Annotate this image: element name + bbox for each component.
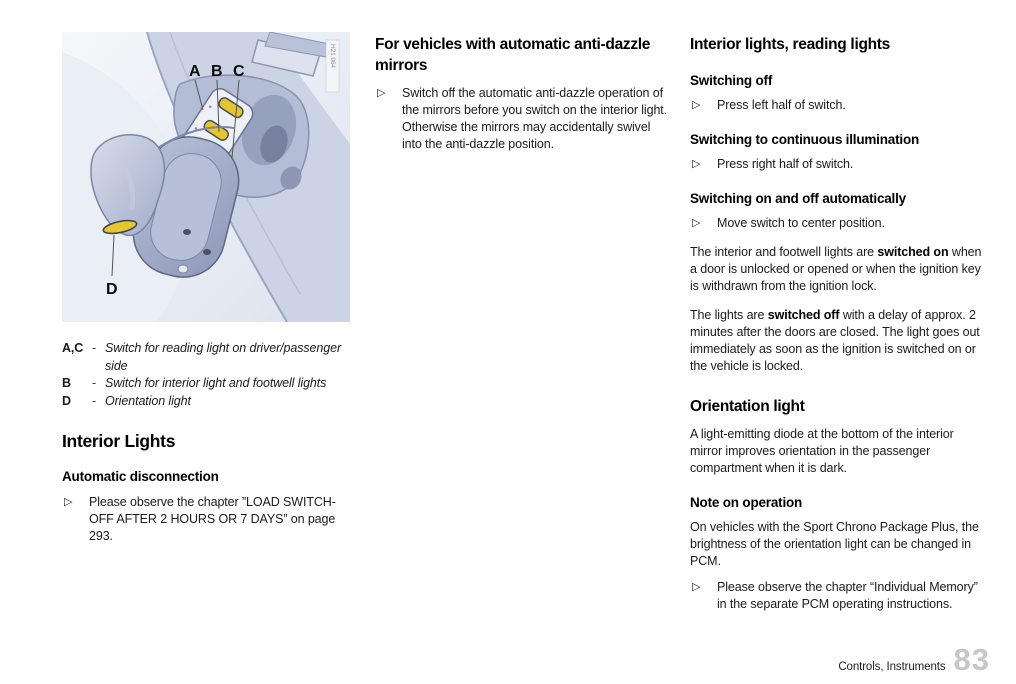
section-title-interior-lights: Interior Lights xyxy=(62,431,176,451)
triangle-bullet-icon: ▷ xyxy=(692,217,701,229)
instruction-text: Press left half of switch. xyxy=(717,98,846,112)
paragraph-switched-on xyxy=(690,244,986,295)
triangle-bullet-icon: ▷ xyxy=(692,99,701,111)
paragraph-text: The interior and footwell lights are xyxy=(690,245,878,259)
paragraph-bold-text: switched on xyxy=(877,245,949,259)
figure-code-text: H21 064 xyxy=(329,44,336,68)
instruction-text: Switch off the automatic anti-dazzle operation of the mirrors before you switch on the interior light. Otherwise the mirrors may accidentally swivel into the anti-dazzle position. xyxy=(402,86,668,151)
legend-item-ac xyxy=(62,340,358,375)
paragraph-text: when a door is unlocked or opened or when the ignition key is withdrawn from the ignition lock. xyxy=(690,245,982,293)
instruction-item xyxy=(690,579,986,613)
legend-item-b xyxy=(62,375,358,393)
legend-dash: - xyxy=(92,341,97,355)
figure-legend xyxy=(62,340,358,410)
triangle-bullet-icon: ▷ xyxy=(64,496,73,508)
legend-text: Switch for reading light on driver/passenger side xyxy=(105,341,342,373)
footer-chapter-label: Controls, Instruments xyxy=(838,661,946,673)
page-footer xyxy=(838,642,990,678)
footer-page-number: 83 xyxy=(953,642,990,677)
mirror-illustration-svg xyxy=(62,32,350,322)
paragraph-text: with a delay of approx. 2 minutes after the doors are closed. The light goes out immediately as soon as the ignition is switched on or the vehicle is locked. xyxy=(690,308,980,373)
instruction-text: Please observe the chapter “Individual Memory” in the separate PCM operating instructions. xyxy=(717,580,978,611)
paragraph-note: On vehicles with the Sport Chrono Package Plus, the brightness of the orientation light can be changed in PCM. xyxy=(690,520,979,568)
mirror-notch xyxy=(178,265,188,273)
legend-key: D xyxy=(62,393,71,408)
instruction-text: Please observe the chapter ”LOAD SWITCH-OFF AFTER 2 HOURS OR 7 DAYS” on page 293. xyxy=(89,495,336,543)
triangle-bullet-icon: ▷ xyxy=(377,87,386,99)
subheading-continuous-illumination: Switching to continuous illumination xyxy=(690,132,920,147)
subheading-note-on-operation: Note on operation xyxy=(690,495,803,510)
paragraph-orientation: A light-emitting diode at the bottom of the interior mirror improves orientation in the passenger compartment when it is dark. xyxy=(690,427,954,475)
instruction-item xyxy=(690,156,986,173)
heading-anti-dazzle: For vehicles with automatic anti-dazzle mirrors xyxy=(375,36,651,74)
heading-interior-reading-lights: Interior lights, reading lights xyxy=(690,36,890,53)
callout-d: D xyxy=(106,281,118,298)
instruction-item xyxy=(375,85,669,153)
instruction-item xyxy=(62,494,358,545)
callout-a: A xyxy=(189,63,201,80)
legend-key: A,C xyxy=(62,341,84,355)
legend-dash: - xyxy=(92,393,97,408)
legend-item-d xyxy=(62,393,358,411)
legend-key: B xyxy=(62,376,71,390)
legend-dash: - xyxy=(92,376,97,390)
legend-text: Orientation light xyxy=(105,393,191,408)
paragraph-text: The lights are xyxy=(690,308,768,322)
subheading-switching-off: Switching off xyxy=(690,73,773,88)
paragraph-bold-text: switched off xyxy=(767,308,840,322)
mirror-screw xyxy=(183,229,191,235)
instruction-text: Press right half of switch. xyxy=(717,157,854,171)
legend-text: Switch for interior light and footwell lights xyxy=(105,376,327,390)
instruction-item xyxy=(690,215,986,232)
subheading-on-off-automatically: Switching on and off automatically xyxy=(690,191,906,206)
instruction-item xyxy=(690,97,986,114)
middle-column xyxy=(375,34,669,153)
callout-b: B xyxy=(211,63,223,80)
subheading-automatic-disconnection: Automatic disconnection xyxy=(62,469,219,484)
callout-c: C xyxy=(233,63,245,80)
paragraph-switched-off xyxy=(690,307,986,375)
right-column xyxy=(690,34,986,613)
triangle-bullet-icon: ▷ xyxy=(692,158,701,170)
left-column xyxy=(62,340,358,545)
mirror-screw xyxy=(203,249,211,255)
instruction-text: Move switch to center position. xyxy=(717,216,885,230)
triangle-bullet-icon: ▷ xyxy=(692,581,701,593)
mirror-illustration xyxy=(62,32,350,322)
heading-orientation-light: Orientation light xyxy=(690,398,805,415)
